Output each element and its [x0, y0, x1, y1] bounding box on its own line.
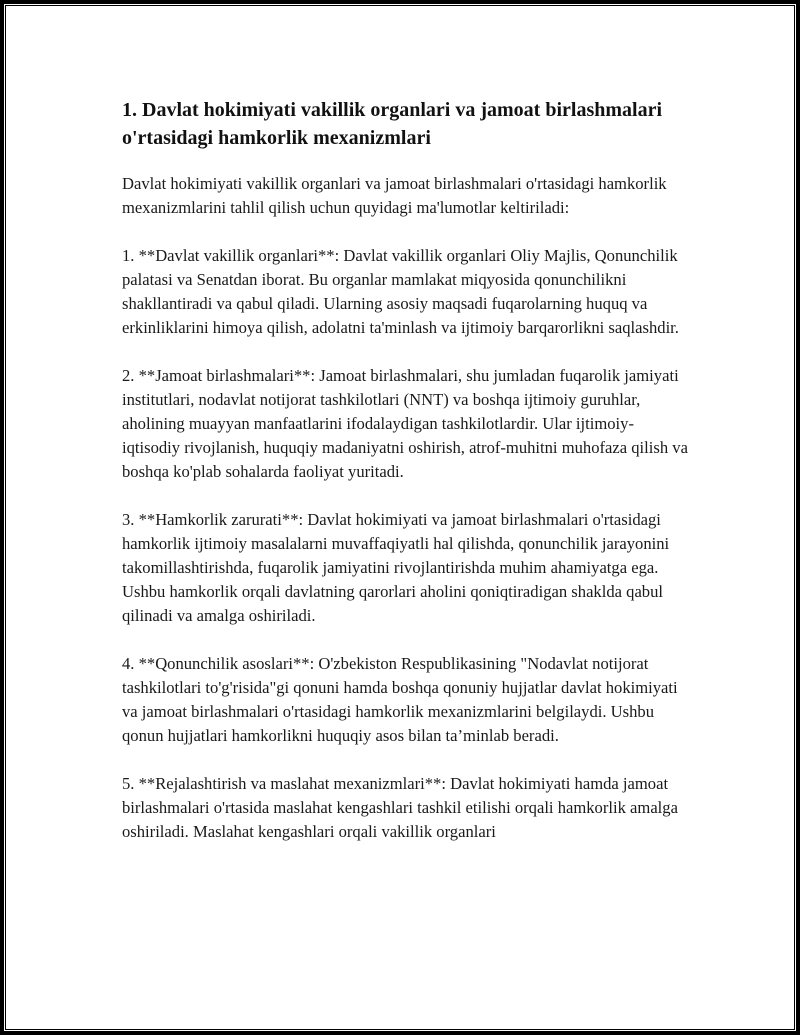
section-heading: 1. Davlat hokimiyati vakillik organlari va jamoat birlashmalari o'rtasidagi hamkorlik mexanizmlari: [122, 99, 663, 149]
intro-paragraph: Davlat hokimiyati vakillik organlari va jamoat birlashmalari o'rtasidagi hamkorlik mexanizmlarini tahlil qilish uchun quyidagi ma'lumotlar keltiriladi:: [122, 174, 667, 217]
paragraph-3-cooperation-necessity: 3. **Hamkorlik zarurati**: Davlat hokimiyati va jamoat birlashmalari o'rtasidagi hamkorlik ijtimoiy masalalarni muvaffaqiyatli hal qilishda, qonunchilik jarayonini takomillashtirishda, fuqarolik jamiyatini rivojlantirishda muhim ahamiyatga ega. Ushbu hamkorlik orqali davlatning qarorlari aholini qoniqtiradigan shaklda qabul qilinadi va amalga oshiriladi.: [122, 510, 670, 625]
paragraph-1-state-representative-bodies: 1. **Davlat vakillik organlari**: Davlat vakillik organlari Oliy Majlis, Qonunchilik palatasi va Senatdan iborat. Bu organlar mamlakat miqyosida qonunchilikni shakllantiradi va qabul qiladi. Ularning asosiy maqsadi fuqarolarning huquq va erkinliklarini himoya qilish, adolatni ta'minlash va ijtimoiy barqarorlikni saqlashdir.: [122, 246, 679, 337]
paragraph-2-public-associations: 2. **Jamoat birlashmalari**: Jamoat birlashmalari, shu jumladan fuqarolik jamiyati institutlari, nodavlat notijorat tashkilotlari (NNT) va boshqa ijtimoiy guruhlar, aholining muayyan manfaatlarini ifodalaydigan tashkilotlardir. Ular ijtimoiy-iqtisodiy rivojlanish, huquqiy madaniyatni oshirish, atrof-muhitni muhofaza qilish va boshqa ko'plab sohalarda faoliyat yuritadi.: [122, 366, 688, 481]
paragraph-4-legislative-basis: 4. **Qonunchilik asoslari**: O'zbekiston Respublikasining "Nodavlat notijorat tashkilotlari to'g'risida"gi qonuni hamda boshqa qonuniy hujjatlar davlat hokimiyati va jamoat birlashmalari o'rtasidagi hamkorlik mexanizmlarini belgilaydi. Ushbu qonun hujjatlari hamkorlikni huquqiy asos bilan ta’minlab beradi.: [122, 654, 678, 745]
paragraph-5-planning-and-consultation: 5. **Rejalashtirish va maslahat mexanizmlari**: Davlat hokimiyati hamda jamoat birlashmalari o'rtasida maslahat kengashlari tashkil etilishi orqali hamkorlik amalga oshiriladi. Maslahat kengashlari orqali vakillik organlari: [122, 774, 678, 841]
document-body: [122, 96, 692, 868]
